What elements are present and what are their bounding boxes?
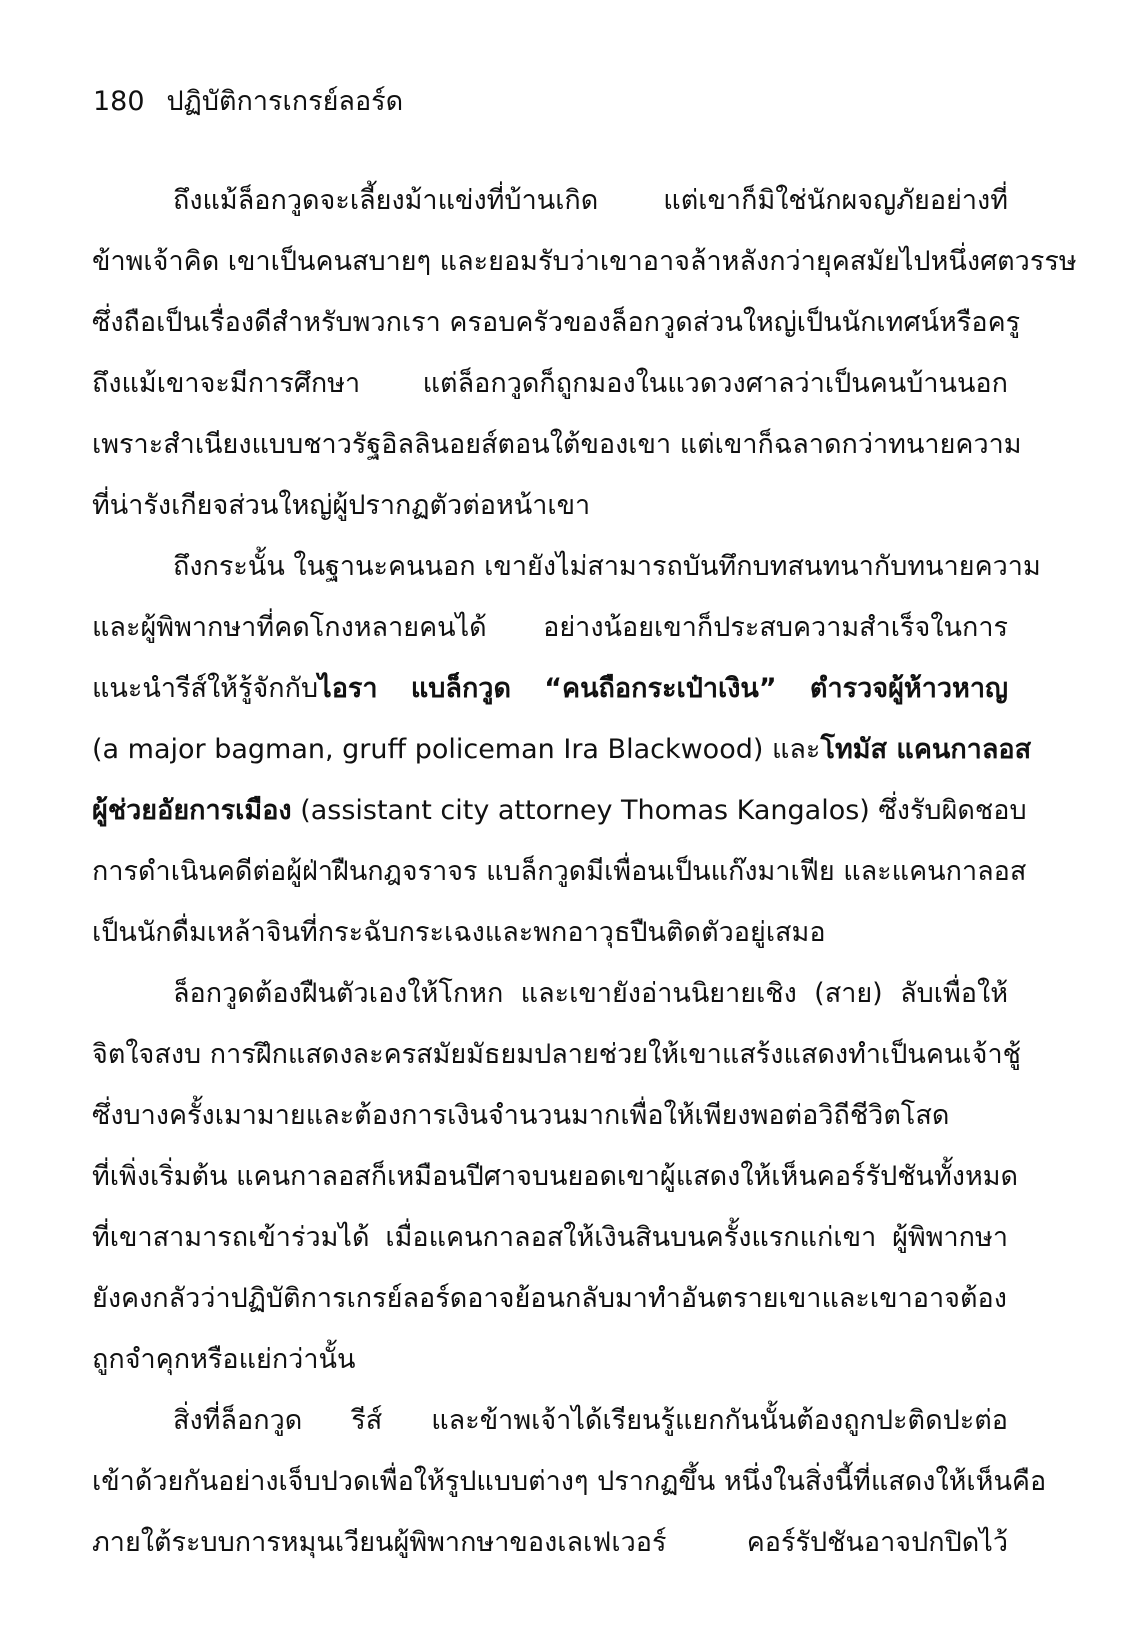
text-run: แนะนำรีส์ให้รู้จักกับ <box>92 673 319 704</box>
running-title: ปฏิบัติการเกรย์ลอร์ด <box>166 86 404 117</box>
text-line: และผู้พิพากษาที่คดโกงหลายคนได้ อย่างน้อยเขาก็ประสบความสำเร็จในการ <box>92 612 1008 643</box>
bold-text-run: ไอรา แบล็กวูด “คนถือกระเป๋าเงิน” ตำรวจผู้ห้าวหาญ <box>318 673 1008 704</box>
body-text <box>92 170 1077 1573</box>
text-run: (assistant city attorney Thomas Kangalos) ซึ่งรับผิดชอบ <box>291 795 1027 826</box>
bold-text-run: โทมัส แคนกาลอส <box>820 734 1032 765</box>
text-line: สิ่งที่ล็อกวูด รีส์ และข้าพเจ้าได้เรียนรู้แยกกันนั้นต้องถูกปะติดปะต่อ <box>173 1405 1008 1436</box>
text-line: ยังคงกลัวว่าปฏิบัติการเกรย์ลอร์ดอาจย้อนกลับมาทำอันตรายเขาและเขาอาจต้อง <box>92 1283 1007 1314</box>
text-line: ภายใต้ระบบการหมุนเวียนผู้พิพากษาของเลเฟเวอร์ คอร์รัปชันอาจปกปิดไว้ <box>92 1527 1008 1558</box>
text-run: และ <box>763 734 821 765</box>
text-line: ถูกจำคุกหรือแย่กว่านั้น <box>92 1344 356 1375</box>
text-line: ซึ่งบางครั้งเมามายและต้องการเงินจำนวนมากเพื่อให้เพียงพอต่อวิถีชีวิตโสด <box>92 1100 950 1131</box>
text-line <box>92 658 1008 719</box>
text-run: (a major bagman, gruff policeman Ira Blackwood) <box>92 734 764 765</box>
text-line: ซึ่งถือเป็นเรื่องดีสำหรับพวกเรา ครอบครัวของล็อกวูดส่วนใหญ่เป็นนักเทศน์หรือครู <box>92 307 1021 338</box>
text-line <box>92 719 1032 780</box>
text-line: ที่เขาสามารถเข้าร่วมได้ เมื่อแคนกาลอสให้เงินสินบนครั้งแรกแก่เขา ผู้พิพากษา <box>92 1222 1008 1253</box>
text-line: ถึงกระนั้น ในฐานะคนนอก เขายังไม่สามารถบันทึกบทสนทนากับทนายความ <box>173 551 1041 582</box>
text-line: ข้าพเจ้าคิด เขาเป็นคนสบายๆ และยอมรับว่าเขาอาจล้าหลังกว่ายุคสมัยไปหนึ่งศตวรรษ <box>92 246 1077 277</box>
text-line: เป็นนักดื่มเหล้าจินที่กระฉับกระเฉงและพกอาวุธปืนติดตัวอยู่เสมอ <box>92 917 826 948</box>
text-line <box>92 780 1027 841</box>
text-line: ถึงแม้เขาจะมีการศึกษา แต่ล็อกวูดก็ถูกมองในแวดวงศาลว่าเป็นคนบ้านนอก <box>92 368 1008 399</box>
text-line: ที่น่ารังเกียจส่วนใหญ่ผู้ปรากฏตัวต่อหน้าเขา <box>92 490 591 521</box>
bold-text-run: ผู้ช่วยอัยการเมือง <box>92 795 292 826</box>
text-line: ล็อกวูดต้องฝืนตัวเองให้โกหก และเขายังอ่านนิยายเชิง (สาย) ลับเพื่อให้ <box>173 978 1008 1009</box>
text-line: การดำเนินคดีต่อผู้ฝ่าฝืนกฎจราจร แบล็กวูดมีเพื่อนเป็นแก๊งมาเฟีย และแคนกาลอส <box>92 856 1027 887</box>
text-line: เข้าด้วยกันอย่างเจ็บปวดเพื่อให้รูปแบบต่างๆ ปรากฏขึ้น หนึ่งในสิ่งนี้ที่แสดงให้เห็นคือ <box>92 1466 1047 1497</box>
running-head <box>93 84 403 120</box>
page-number: 180 <box>93 86 145 117</box>
text-line: ถึงแม้ล็อกวูดจะเลี้ยงม้าแข่งที่บ้านเกิด แต่เขาก็มิใช่นักผจญภัยอย่างที่ <box>173 185 1008 216</box>
text-line: เพราะสำเนียงแบบชาวรัฐอิลลินอยส์ตอนใต้ของเขา แต่เขาก็ฉลาดกว่าทนายความ <box>92 429 1022 460</box>
text-line: จิตใจสงบ การฝึกแสดงละครสมัยมัธยมปลายช่วยให้เขาแสร้งแสดงทำเป็นคนเจ้าชู้ <box>92 1039 1021 1070</box>
text-line: ที่เพิ่งเริ่มต้น แคนกาลอสก็เหมือนปีศาจบนยอดเขาผู้แสดงให้เห็นคอร์รัปชันทั้งหมด <box>92 1161 1019 1192</box>
